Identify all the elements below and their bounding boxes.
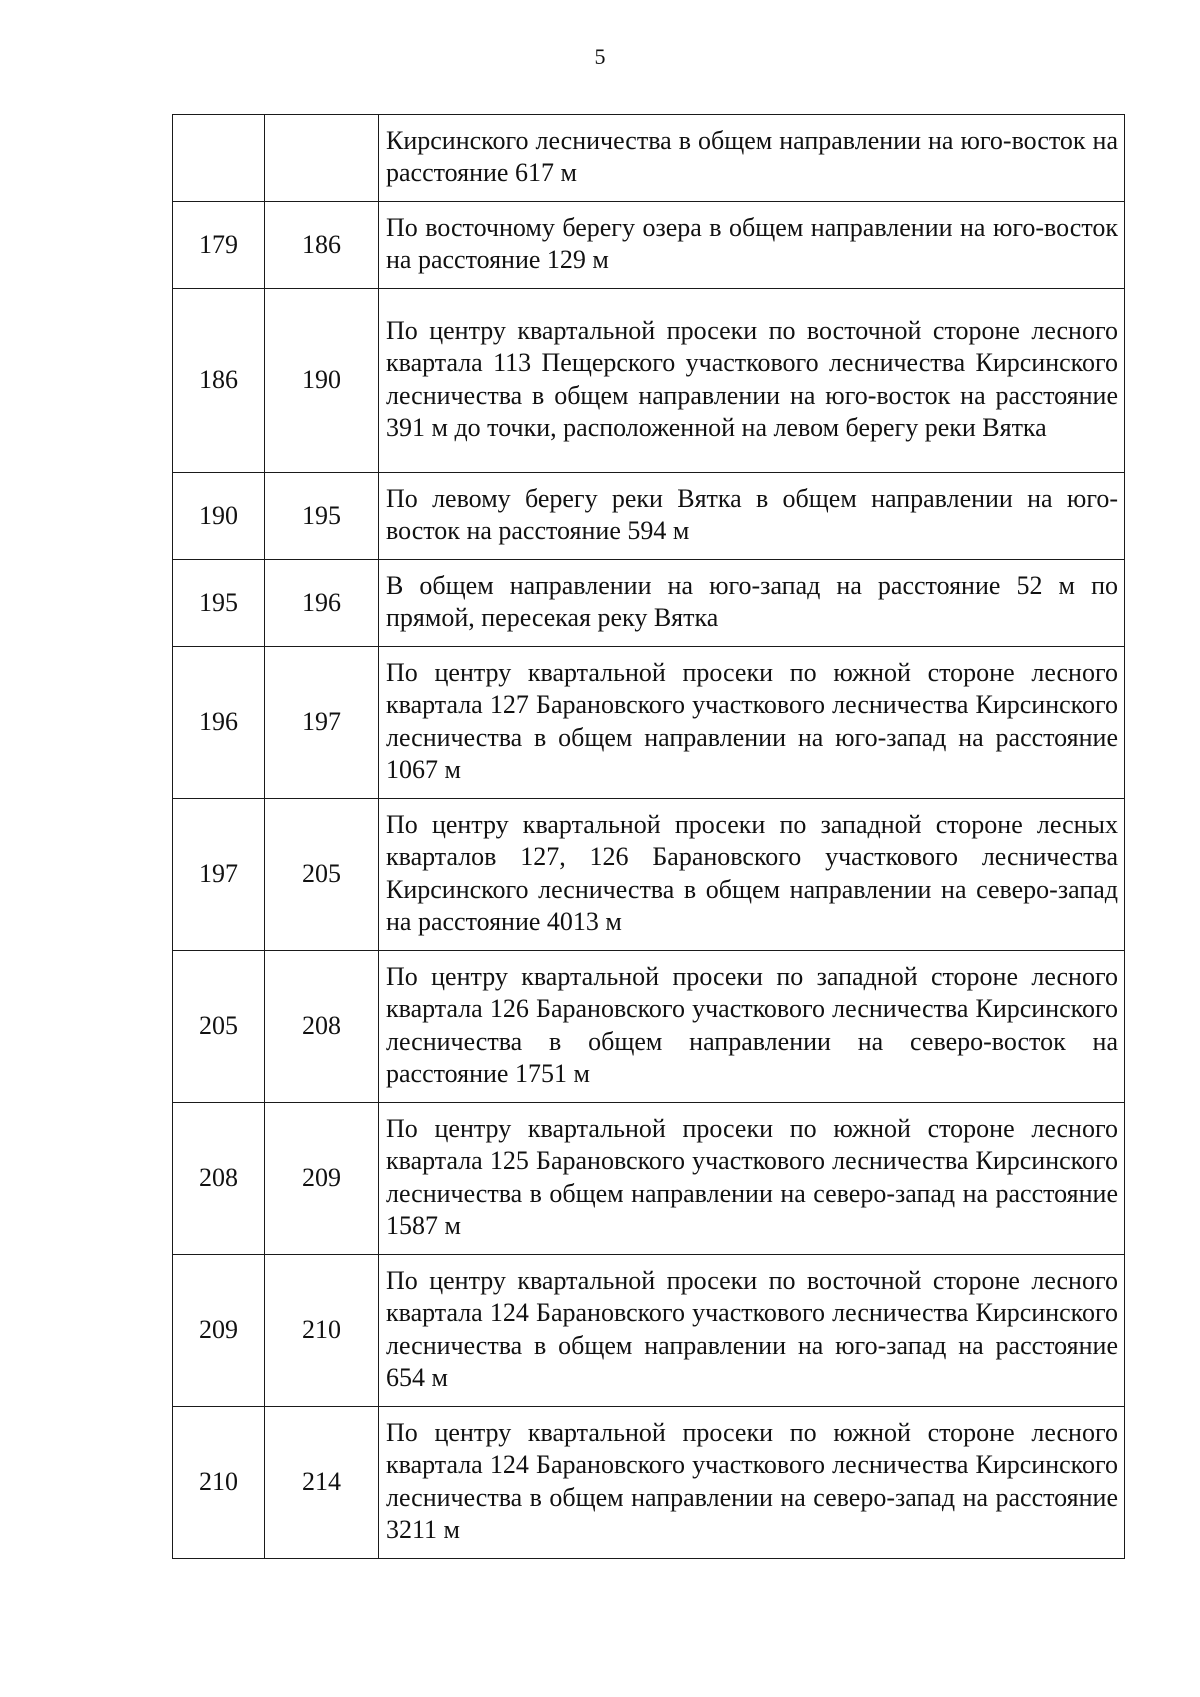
to-point-cell: 208: [265, 951, 379, 1103]
table-row: [173, 1103, 1125, 1255]
description-cell: Кирсинского лесничества в общем направлении на юго-восток на расстояние 617 м: [379, 115, 1125, 202]
table-row: [173, 1255, 1125, 1407]
table-row: [173, 951, 1125, 1103]
description-cell: По восточному берегу озера в общем направлении на юго-восток на расстояние 129 м: [379, 202, 1125, 289]
description-cell: По центру квартальной просеки по южной стороне лесного квартала 127 Барановского участкового лесничества Кирсинского лесничества в общем направлении на юго-запад на расстояние 1067 м: [379, 647, 1125, 799]
description-cell: По центру квартальной просеки по западной стороне лесного квартала 126 Барановского участкового лесничества Кирсинского лесничества в общем направлении на северо-восток на расстояние 1751 м: [379, 951, 1125, 1103]
to-point-cell: 196: [265, 560, 379, 647]
to-point-cell: 205: [265, 799, 379, 951]
from-point-cell: 205: [173, 951, 265, 1103]
to-point-cell: 197: [265, 647, 379, 799]
description-cell: По левому берегу реки Вятка в общем направлении на юго-восток на расстояние 594 м: [379, 473, 1125, 560]
table-row: [173, 289, 1125, 473]
boundary-description-table: [172, 114, 1125, 1559]
from-point-cell: 197: [173, 799, 265, 951]
page-number: 5: [594, 44, 606, 69]
description-cell: По центру квартальной просеки по южной стороне лесного квартала 125 Барановского участкового лесничества Кирсинского лесничества в общем направлении на северо-запад на расстояние 1587 м: [379, 1103, 1125, 1255]
description-cell: По центру квартальной просеки по восточной стороне лесного квартала 113 Пещерского участкового лесничества Кирсинского лесничества в общем направлении на юго-восток на расстояние 391 м до точки, расположенной на левом берегу реки Вятка: [379, 289, 1125, 473]
table-row: [173, 560, 1125, 647]
description-cell: По центру квартальной просеки по южной стороне лесного квартала 124 Барановского участкового лесничества Кирсинского лесничества в общем направлении на северо-запад на расстояние 3211 м: [379, 1407, 1125, 1559]
description-cell: В общем направлении на юго-запад на расстояние 52 м по прямой, пересекая реку Вятка: [379, 560, 1125, 647]
from-point-cell: 190: [173, 473, 265, 560]
table-row: [173, 1407, 1125, 1559]
to-point-cell: 214: [265, 1407, 379, 1559]
table-row: [173, 799, 1125, 951]
from-point-cell: 195: [173, 560, 265, 647]
from-point-cell: 209: [173, 1255, 265, 1407]
from-point-cell: 208: [173, 1103, 265, 1255]
from-point-cell: 186: [173, 289, 265, 473]
description-cell: По центру квартальной просеки по западной стороне лесных кварталов 127, 126 Барановского участкового лесничества Кирсинского лесничества в общем направлении на северо-запад на расстояние 4013 м: [379, 799, 1125, 951]
to-point-cell: 195: [265, 473, 379, 560]
to-point-cell: [265, 115, 379, 202]
to-point-cell: 186: [265, 202, 379, 289]
to-point-cell: 209: [265, 1103, 379, 1255]
table-row: [173, 115, 1125, 202]
to-point-cell: 210: [265, 1255, 379, 1407]
table-row: [173, 473, 1125, 560]
from-point-cell: [173, 115, 265, 202]
table-row: [173, 202, 1125, 289]
to-point-cell: 190: [265, 289, 379, 473]
from-point-cell: 210: [173, 1407, 265, 1559]
table-row: [173, 647, 1125, 799]
from-point-cell: 196: [173, 647, 265, 799]
description-cell: По центру квартальной просеки по восточной стороне лесного квартала 124 Барановского участкового лесничества Кирсинского лесничества в общем направлении на юго-запад на расстояние 654 м: [379, 1255, 1125, 1407]
from-point-cell: 179: [173, 202, 265, 289]
